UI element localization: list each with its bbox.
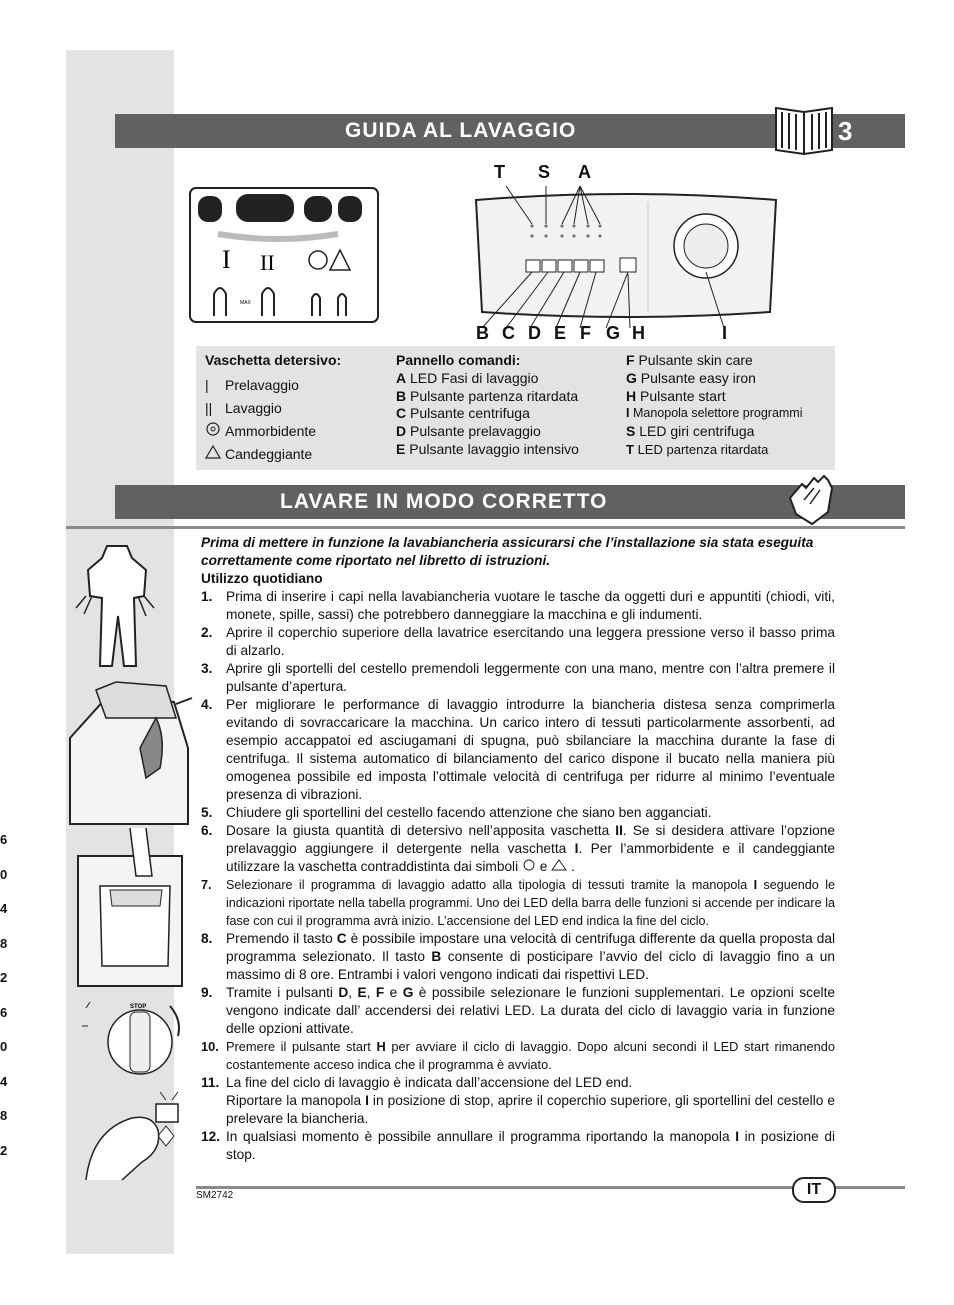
bleach-icon	[205, 445, 221, 459]
legend-item-b: B Pulsante partenza ritardata	[396, 387, 579, 404]
step-10: 10. Premere il pulsante start H per avviare il ciclo di lavaggio. Dopo alcuni secondi il LED start rimanendo costantemente acceso indica che il programma è avviato.	[201, 1039, 835, 1072]
diagram-label-f: F	[580, 323, 591, 343]
panel-legend	[396, 352, 579, 459]
control-panel-illustration	[470, 180, 782, 330]
legend-item-prewash: | Prelavaggio	[205, 374, 341, 397]
detergent-drawer-illustration	[188, 186, 380, 324]
step-2: 2. Aprire il coperchio superiore della lavatrice esercitando una leggera pressione verso il basso prima di alzarlo.	[201, 625, 835, 658]
step-7: 7. Selezionare il programma di lavaggio adatto alla tipologia di tessuti tramite la manopola I seguendo le indicazioni riportate nella tabella programmi. Uno dei LED della barra delle funzioni si accende per indicare la fase con cui il programma avrà inizio. L’accensione del LED end indica la fine del ciclo.	[201, 878, 835, 928]
detergent-legend	[205, 352, 341, 466]
step-1: 1. Prima di inserire i capi nella lavabiancheria vuotare le tasche da oggetti duri e appuntiti (chiodi, viti, monete, spille, sassi) che potrebbero danneggiare la macchina e gli indumenti.	[201, 589, 835, 622]
flower-icon	[522, 859, 536, 871]
svg-text:I: I	[222, 245, 231, 274]
diagram-label-d: D	[528, 323, 541, 343]
daily-use-heading: Utilizzo quotidiano	[201, 571, 323, 586]
diagram-label-b: B	[476, 323, 489, 343]
panel-legend-title: Pannello comandi:	[396, 352, 521, 368]
legend-item-a: A LED Fasi di lavaggio	[396, 369, 539, 386]
detergent-drawer-illustration-2	[70, 826, 192, 994]
diagram-label-t: T	[494, 162, 505, 182]
step-11: 11. La fine del ciclo di lavaggio è indicata dall’accensione del LED end. Riportare la manopola I in posizione di stop, aprire il coperchio superiore, gli sportellini del cestello e prelevare la biancheria.	[201, 1075, 835, 1126]
section-divider	[66, 526, 905, 529]
step-4: 4. Per migliorare le performance di lavaggio introdurre la biancheria distesa senza comprimerla evitando di sovraccaricare la macchina. Un carico intero di tessuti particolarmente assorbenti, ad esempio accappatoi ed asciugamani di spugna, può sbilanciare la macchina durante la fase di centrifuga. Il sistema automatico di bilanciamento del carico dispone il bucato nella maniera più omogenea possibile ed imposta l’ottimale velocità di centrifuga per ridurre al minimo l’eventuale presenza di vibrazioni.	[201, 697, 835, 802]
legend-item-s: S LED giri centrifuga	[626, 423, 755, 440]
legend-item-e: E Pulsante lavaggio intensivo	[396, 440, 579, 457]
language-badge: IT	[792, 1177, 836, 1203]
max-mark: MAX	[240, 300, 251, 306]
diagram-label-i: I	[722, 323, 728, 343]
legend-item-h: H Pulsante start	[626, 387, 726, 404]
svg-text:II: II	[260, 250, 275, 275]
step-3: 3. Aprire gli sportelli del cestello premendoli leggermente con una mano, mentre con l’altra premere il pulsante d’apertura.	[201, 661, 835, 694]
step-9: 9. Tramite i pulsanti D, E, F e G è possibile selezionare le funzioni supplementari. Le opzioni scelte vengono indicate dall’ accendersi dei relativi LED. La durata del ciclo di lavaggio varia in funzione delle opzioni attivate.	[201, 985, 836, 1036]
prewash-symbol: |	[205, 376, 209, 393]
step-5: 5. Chiudere gli sportellini del cestello facendo attenzione che siano ben agganciati.	[201, 805, 712, 820]
clothes-illustration	[72, 536, 162, 672]
legend-item-wash: || Lavaggio	[205, 397, 341, 420]
legend-item-g: G Pulsante easy iron	[626, 369, 756, 386]
legend-item-bleach: Candeggiante	[205, 443, 341, 466]
step-6: 6. Dosare la giusta quantità di detersivo nell’apposita vaschetta II. Se si desidera attivare l’opzione prelavaggio aggiungere il detergente nella vaschetta I. Per l’ammorbidente e il candeggiante utilizzare la vaschetta contraddistinta dai simboli e .	[201, 823, 835, 874]
bleach-icon	[551, 859, 567, 871]
step-8: 8. Premendo il tasto C è possibile impostare una velocità di centrifuga differente da quella proposta dal programma selezionato. Il tasto B consente di posticipare l’avvio del ciclo di lavaggio fino a un massimo di 8 ore. Entrambi i valori vengono indicati dai rispettivi LED.	[201, 931, 835, 982]
book-icon	[770, 100, 840, 160]
instructions-text	[201, 534, 835, 1164]
hand-pressing-button-illustration	[82, 1090, 192, 1182]
flower-icon	[205, 422, 221, 436]
diagram-label-a: A	[578, 162, 591, 182]
diagram-label-e: E	[554, 323, 567, 343]
legend-box	[196, 346, 835, 470]
intro-paragraph: Prima di mettere in funzione la lavabiancheria assicurarsi che l’installazione sia stata eseguita correttamente come riportato nel libretto di istruzioni.	[201, 535, 814, 568]
program-dial-illustration	[78, 996, 190, 1088]
dial-stop-label: STOP	[130, 1004, 147, 1010]
diagram-label-h: H	[632, 323, 645, 343]
document-code: SM2742	[196, 1190, 234, 1201]
diagram-label-g: G	[606, 323, 621, 343]
washer-open-lid-illustration	[66, 678, 194, 826]
margin-numbers: 6 0 4 8 2 6 0 4 8 2	[0, 832, 8, 1158]
legend-item-c: C Pulsante centrifuga	[396, 405, 530, 422]
legend-item-d: D Pulsante prelavaggio	[396, 423, 541, 440]
legend-item-t: T LED partenza ritardata	[626, 441, 769, 457]
legend-item-softener: Ammorbidente	[205, 420, 341, 443]
hand-icon	[784, 474, 836, 526]
diagram-label-c: C	[502, 323, 515, 343]
step-12: 12. In qualsiasi momento è possibile annullare il programma riportando la manopola I in posizione di stop.	[201, 1129, 836, 1162]
section-title: LAVARE IN MODO CORRETTO	[280, 490, 608, 513]
diagram-label-s: S	[538, 162, 551, 182]
detergent-legend-title: Vaschetta detersivo:	[205, 352, 342, 368]
legend-item-f: F Pulsante skin care	[626, 352, 753, 368]
legend-item-i: I Manopola selettore programmi	[626, 406, 803, 421]
page-number: 3	[838, 116, 853, 146]
wash-symbol: ||	[205, 399, 213, 416]
page-title: GUIDA AL LAVAGGIO	[345, 119, 577, 142]
panel-legend-2	[626, 352, 803, 459]
